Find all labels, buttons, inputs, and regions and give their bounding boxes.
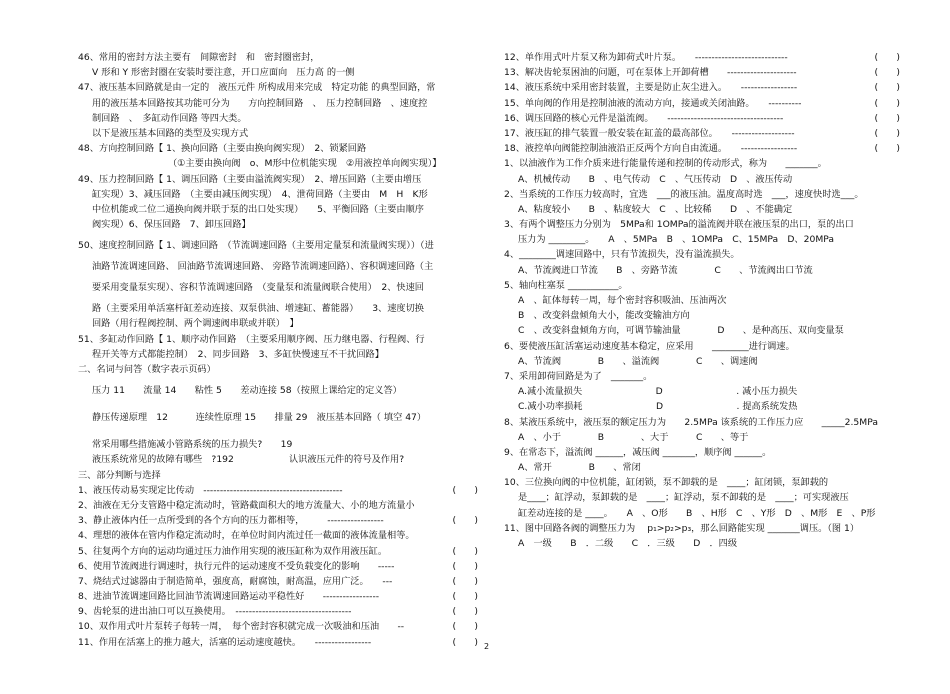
right-line (504, 339, 900, 354)
right-line (504, 430, 900, 445)
answer-paren: ( ) (452, 484, 478, 496)
line-text: B 、改变斜盘倾角大小，能改变输油方向 (518, 310, 690, 322)
line-text: C 、改变斜盘倾角方向，可调节输油量 D 、是种高压、双向变量泵 (518, 325, 844, 337)
line-text: C.减小功率损耗 D . 提高系统发热 (518, 401, 798, 413)
left-line (78, 544, 478, 559)
line-text: A 、小于 B 、大于 C 、等于 (518, 431, 749, 443)
line-text: 3、静止液体内任一点所受到的各个方向的压力都相等， ----------------- (78, 515, 384, 527)
left-line (78, 528, 478, 543)
left-line (78, 410, 478, 431)
left-line (78, 559, 478, 574)
left-line (78, 604, 478, 619)
line-text: 11、图中回路各阀的调整压力为 p₁>p₂>p₃，那么回路能实现 _______调压。（图 1） (504, 522, 860, 534)
answer-paren: ( ) (874, 97, 900, 109)
line-text: A 、缸体每转一周，每个密封容积吸油、压油两次 (518, 295, 727, 306)
line-text: 1、以油液作为工作介质来进行能量传递和控制的传动形式，称为 _______。 (504, 158, 827, 170)
left-column (78, 50, 478, 650)
line-text: 压力 11 流量 14 粘性 5 差动连接 58（按照上课给定的定义答） (92, 385, 402, 397)
answer-paren: ( ) (874, 143, 900, 155)
line-text: 三、部分判断与选择 (78, 469, 161, 481)
right-line (504, 50, 900, 65)
left-line (78, 80, 478, 95)
line-text: 9、齿轮泵的进出油口可以互换使用。 ----------------------------------- (78, 606, 352, 618)
right-line (504, 506, 900, 521)
line-text: 10、三位换向阀的中位机能，缸闭锁，泵不卸载的是 ____；缸闭锁，泵卸载的 (504, 477, 829, 489)
left-line (78, 172, 478, 187)
left-line (78, 483, 478, 498)
answer-paren: ( ) (452, 621, 478, 633)
right-line (504, 156, 900, 171)
right-line (504, 80, 900, 95)
line-text: 路（主要采用单活塞杆缸差动连接、双泵供油、增速缸、蓄能器） 3、速度切换 (92, 303, 424, 315)
line-text: （①主要由换向阀 o、M形中位机能实现 ②用液控单向阀实现）】 (168, 158, 442, 170)
answer-paren: ( ) (452, 591, 478, 603)
right-line (504, 323, 900, 338)
right-line (504, 460, 900, 475)
left-line (78, 280, 478, 301)
right-line (504, 415, 900, 430)
line-text: 48、方向控制回路【 1、换向回路（主要由换向阀实现） 2、锁紧回路 (78, 143, 367, 155)
right-line (504, 445, 900, 460)
line-text: 49、压力控制回路【 1、调压回路（主要由溢流阀实现） 2、增压回路（主要由增压 (78, 173, 422, 185)
line-text: A、节流阀 B 、溢流阀 C 、调速阀 (518, 355, 758, 367)
left-line (78, 301, 478, 316)
line-text: 18、液控单向阀能控制油液沿正反两个方向自由流通。 ----------------- (504, 143, 798, 155)
line-text: 程开关等方式都能控制） 2、同步回路 3、多缸快慢速互不干扰回路】 (92, 348, 384, 360)
right-line (504, 490, 900, 505)
line-text: 常采用哪些措施减小管路系统的压力损失? 19 (92, 439, 293, 451)
left-line (78, 574, 478, 589)
line-text: 6、要使液压缸活塞运动速度基本稳定，应采用 ________进行调速。 (504, 340, 795, 352)
line-text: 12、单作用式叶片泵又称为卸荷式叶片泵。 ---------------------------- (504, 52, 788, 63)
left-line (78, 452, 478, 467)
right-line (504, 247, 900, 262)
line-text: 17、液压缸的排气装置一般安装在缸盖的最高部位。 ------------------- (504, 127, 795, 139)
line-text: 14、液压系统中采用密封装置，主要是防止灰尘进入。 ----------------- (504, 82, 798, 94)
answer-paren: ( ) (874, 52, 900, 63)
line-text: 2、当系统的工作压力较高时，宜选 ___的液压油。温度高时选 ___，速度快时选___。 (504, 188, 864, 200)
line-text: A、节流阀进口节流 B 、旁路节流 C 、节流阀出口节流 (518, 264, 813, 276)
line-text: 16、调压回路的核心元件是溢流阀。 ----------------------------------- (504, 112, 784, 124)
answer-paren: ( ) (452, 606, 478, 618)
right-line (504, 217, 900, 232)
line-text: A、常开 B 、常闭 (518, 462, 641, 474)
right-line (504, 278, 900, 293)
answer-paren: ( ) (874, 67, 900, 79)
line-text: 以下是液压基本回路的类型及实现方式 (92, 127, 249, 139)
line-text: 9、在常态下，溢流阀 ______，减压阀 _______，顺序阀 ______。 (504, 446, 772, 458)
left-line (78, 635, 478, 650)
line-text: 6、使用节流阀进行调速时，执行元件的运动速度不受负载变化的影响 ----- (78, 560, 395, 572)
line-text: 油路节流调速回路、 回油路节流调速回路、 旁路节流调速回路）、容积调速回路（主 (92, 261, 434, 273)
answer-paren: ( ) (874, 127, 900, 139)
answer-paren: ( ) (452, 636, 478, 648)
left-line (78, 96, 478, 111)
line-text: 阀实现）6、保压回路 7、卸压回路】 (92, 219, 251, 231)
right-line (504, 111, 900, 126)
line-text: 5、轴向柱塞泵 ___________。 (504, 279, 628, 291)
line-text: 静压传递原理 12 连续性原理 15 排量 29 液压基本回路（ 填空 47） (92, 412, 427, 424)
left-line (78, 437, 478, 452)
page-number: 2 (484, 642, 490, 651)
line-text: A 一级 B ．二级 C ．三级 D ．四级 (518, 538, 738, 549)
line-text: 二、名词与问答（数字表示页码） (78, 364, 216, 375)
right-line (504, 232, 900, 247)
line-text: A、粘度较小 B 、粘度较大 C 、比较稀 D 、不能确定 (518, 203, 793, 215)
line-text: 要采用变量泵实现）、容积节流调速回路 （变量泵和流量阀联合使用） 2、快速回 (92, 282, 424, 294)
left-line (78, 126, 478, 141)
left-line (78, 259, 478, 280)
left-line (78, 65, 478, 80)
line-text: 1、液压传动易实现定比传动 ------------------------------------------ (78, 484, 343, 496)
right-column (504, 50, 900, 551)
right-line (504, 126, 900, 141)
right-line (504, 369, 900, 384)
left-line (78, 111, 478, 126)
line-text: 是____；缸浮动，泵卸载的是 ____；缸浮动，泵不卸载的是 ____；可实现液压 (518, 492, 849, 504)
line-text: 15、单向阀的作用是控制油液的流动方向，接通或关闭油路。 ---------- (504, 97, 802, 109)
line-text: 4、________调速回路中，只有节流损失，没有溢流损失。 (504, 249, 740, 261)
line-text: 8、进油节流调速回路比回油节流调速回路运动平稳性好 ----------------- (78, 591, 380, 603)
line-text: 46、常用的密封方法主要有 间隙密封 和 密封圈密封， (78, 52, 320, 63)
line-text: 制回路 、 多缸动作回路 等四大类。 (92, 112, 247, 124)
left-line (78, 202, 478, 217)
answer-paren: ( ) (874, 112, 900, 124)
right-line (504, 202, 900, 217)
line-text: 3、有两个调整压力分别为 5MPa和 1OMPa的溢流阀并联在液压泵的出口，泵的出口 (504, 219, 854, 231)
answer-paren: ( ) (452, 545, 478, 557)
left-line (78, 498, 478, 513)
right-line (504, 354, 900, 369)
left-line (78, 513, 478, 528)
right-line (504, 308, 900, 323)
line-text: 51、多缸动作回路【 1、顺序动作回路 （主要采用顺序阀、压力继电器、行程阀、行 (78, 333, 425, 345)
answer-paren: ( ) (874, 82, 900, 94)
left-line (78, 156, 478, 171)
left-line (78, 238, 478, 259)
line-text: 液压系统常见的故障有哪些 ?192 认识液压元件的符号及作用? (92, 454, 405, 466)
line-text: 中位机能或二位二通换向阀并联于泵的出口处实现） 5、平衡回路（主要由顺序 (92, 203, 424, 215)
left-line (78, 316, 478, 331)
answer-paren: ( ) (452, 515, 478, 527)
left-line (78, 619, 478, 634)
left-line (78, 187, 478, 202)
line-text: A、机械传动 B 、电气传动 C 、气压传动 D 、液压传动 (518, 173, 793, 185)
left-line (78, 332, 478, 347)
right-line (504, 263, 900, 278)
line-text: 10、双作用式叶片泵转子每转一周， 每个密封容积就完成一次吸油和压油 -- (78, 621, 405, 633)
right-line (504, 399, 900, 414)
left-line (78, 347, 478, 362)
line-text: 压力为 ________。 A 、5MPa B 、1OMPa C、15MPa D、20MPa (518, 234, 834, 246)
line-text: 8、某液压系统中，液压泵的额定压力为 2.5MPa 该系统的工作压力应 _____2.5MPa (504, 416, 878, 428)
right-line (504, 141, 900, 156)
line-text: 缸差动连接的是 ____。 A 、O形 B 、H形 C 、Y形 D 、M形 E 、P形 (518, 507, 876, 519)
left-line (78, 141, 478, 156)
line-text: 47、液压基本回路就是由一定的 液压元件 所构成用来完成 特定功能 的典型回路，常 (78, 82, 436, 94)
line-text: 5、往复两个方向的运动均通过压力油作用实现的液压缸称为双作用液压缸。 (78, 545, 388, 557)
line-text: V 形和 Y 形密封圈在安装时要注意，开口应面向 压力高 的一侧 (92, 67, 355, 79)
left-line (78, 50, 478, 65)
answer-paren: ( ) (452, 560, 478, 572)
right-line (504, 65, 900, 80)
line-text: 13、解决齿轮泵困油的问题，可在泵体上开卸荷槽 --------------------- (504, 67, 797, 79)
right-line (504, 293, 900, 308)
line-text: 50、速度控制回路【 1、调速回路 （节流调速回路（主要用定量泵和流量阀实现））（进 (78, 240, 434, 252)
left-line (78, 362, 478, 377)
right-line (504, 172, 900, 187)
right-line (504, 96, 900, 111)
left-line (78, 383, 478, 404)
left-line (78, 589, 478, 604)
right-line (504, 521, 900, 536)
right-line (504, 384, 900, 399)
line-text: 回路（用行程阀控制、两个调速阀串联或并联） 】 (92, 318, 299, 330)
line-text: 7、烧结式过滤器由于制造简单，强度高，耐腐蚀，耐高温，应用广泛。 --- (78, 575, 393, 587)
line-text: 11、作用在活塞上的推力越大，活塞的运动速度越快。 ----------------- (78, 636, 372, 648)
right-line (504, 475, 900, 490)
line-text: 用的液压基本回路按其功能可分为 方向控制回路 、 压力控制回路 、速度控 (92, 97, 428, 109)
line-text: 4、理想的液体在管内作稳定流动时，在单位时间内流过任一截面的液体流量相等。 (78, 530, 415, 542)
right-line (504, 187, 900, 202)
line-text: A.减小流量损失 D . 减小压力损失 (518, 386, 798, 398)
right-line (504, 536, 900, 551)
answer-paren: ( ) (452, 575, 478, 587)
left-line (78, 468, 478, 483)
line-text: 7、采用卸荷回路是为了 _______。 (504, 370, 653, 382)
line-text: 缸实现）3、减压回路 （主要由减压阀实现） 4、泄荷回路（主要由 M H K形 (92, 188, 428, 200)
left-line (78, 217, 478, 232)
line-text: 2、油液在无分支管路中稳定流动时，管路截面积大的地方流量大、小的地方流量小 (78, 499, 415, 511)
